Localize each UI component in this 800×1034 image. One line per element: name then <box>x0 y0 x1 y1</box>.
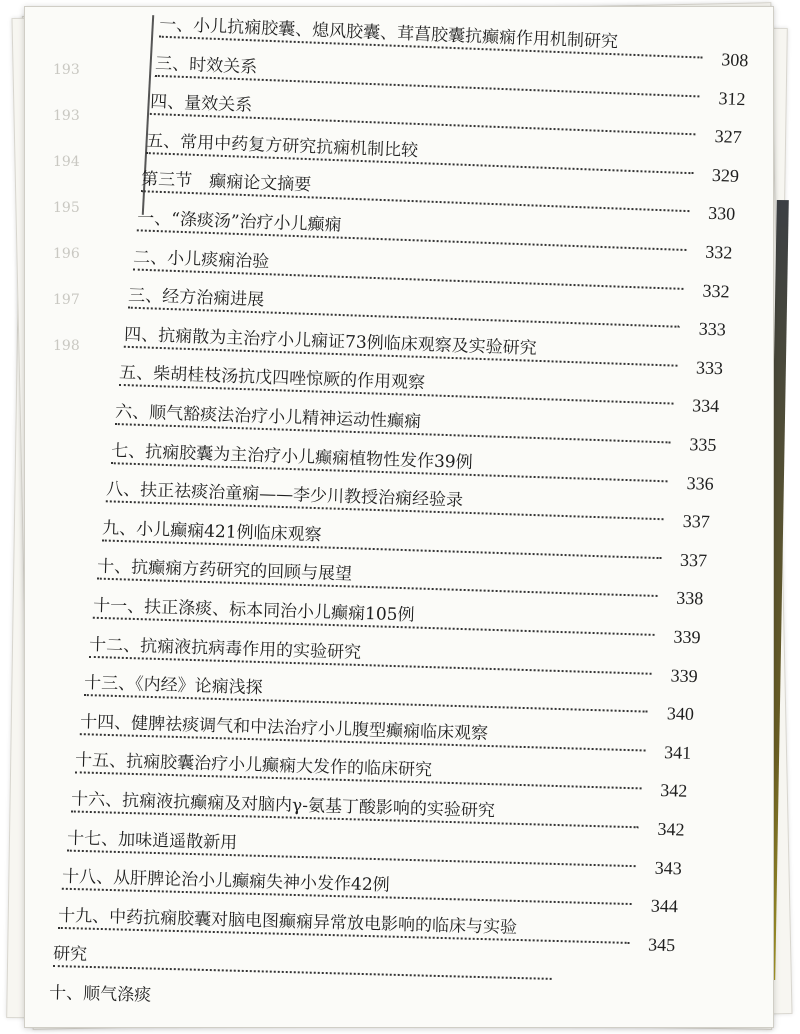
toc-entry-page-number: 342 <box>657 818 685 840</box>
toc-entry-title: 十二、抗痫液抗病毒作用的实验研究 <box>88 634 361 663</box>
faint-number: 196 <box>53 246 80 262</box>
table-of-contents <box>25 7 773 1027</box>
toc-entry <box>49 978 670 1026</box>
toc-entry-page-number: 336 <box>685 472 714 494</box>
toc-entry-title: 第三节 癫痫论文摘要 <box>141 169 312 196</box>
faint-number: 193 <box>53 108 80 124</box>
toc-entry-title: 一、“涤痰汤”治疗小儿癫痫 <box>136 208 342 236</box>
toc-entry-title: 七、抗痫胶囊为主治疗小儿癫痫植物性发作39例 <box>110 440 473 473</box>
toc-entry-title: 二、小儿痰痫治验 <box>132 247 270 272</box>
toc-entry-title: 五、柴胡桂枝汤抗戊四唑惊厥的作用观察 <box>119 363 426 394</box>
toc-entry-title: 十一、扶正涤痰、标本同治小儿癫痫105例 <box>92 595 415 626</box>
toc-entry-title: 五、常用中药复方研究抗痫机制比较 <box>145 130 419 161</box>
toc-entry-title: 十、顺气涤痰 <box>48 983 152 1006</box>
toc-page <box>24 6 774 1028</box>
toc-entry-page-number: 327 <box>714 126 743 148</box>
toc-entry-title: 十四、健脾祛痰调气和中法治疗小儿腹型癫痫临床观察 <box>79 711 489 744</box>
toc-entry-page-number: 329 <box>711 164 740 186</box>
toc-entry-title: 十八、从肝脾论治小儿癫痫失神小发作42例 <box>62 866 391 896</box>
toc-entry-title: 十七、加味逍遥散新用 <box>66 828 237 853</box>
toc-entry-title: 十六、抗痫液抗癫痫及对脑内γ-氨基丁酸影响的实验研究 <box>70 789 496 822</box>
toc-entry-page-number: 338 <box>676 587 704 609</box>
toc-entry-page-number: 345 <box>647 934 676 955</box>
faint-number: 193 <box>53 62 80 78</box>
toc-entry-title: 八、扶正祛痰治童痫——李少川教授治痫经验录 <box>106 479 464 511</box>
toc-entry-page-number: 337 <box>679 549 708 571</box>
toc-entry-page-number: 334 <box>692 395 720 417</box>
toc-entry-page-number: 335 <box>689 434 717 455</box>
toc-entry-title: 十五、抗痫胶囊治疗小儿癫痫大发作的临床研究 <box>75 750 433 781</box>
toc-entry-page-number: 344 <box>650 895 679 917</box>
toc-entry-title: 四、量效关系 <box>150 92 253 116</box>
faint-number: 198 <box>53 338 80 354</box>
toc-entry-page-number: 333 <box>695 357 724 379</box>
toc-entry-page-number: 332 <box>701 280 730 302</box>
toc-entry-page-number: 333 <box>698 318 727 340</box>
toc-entry-title: 六、顺气豁痰法治疗小儿精神运动性癫痫 <box>114 402 422 433</box>
toc-entry-title: 九、小儿癫痫421例临床观察 <box>101 518 322 546</box>
toc-entry-page-number: 308 <box>720 49 749 71</box>
toc-entry-page-number: 339 <box>673 626 701 648</box>
toc-entry-title: 三、经方治痫进展 <box>128 285 265 311</box>
toc-entry-page-number: 340 <box>666 703 695 725</box>
toc-entry-title: 十、抗癫痫方药研究的回顾与展望 <box>97 556 353 585</box>
toc-entry-page-number: 339 <box>669 664 698 686</box>
faint-number: 197 <box>53 292 80 308</box>
toc-entry-page-number: 312 <box>717 87 746 109</box>
faint-number: 195 <box>53 200 80 216</box>
toc-entry-title: 三、时效关系 <box>154 53 258 78</box>
toc-entry-title: 十九、中药抗痫胶囊对脑电图癫痫异常放电影响的临床与实验 <box>57 905 518 938</box>
toc-entry-title: 研究 <box>53 944 88 966</box>
toc-entry-page-number: 332 <box>705 241 733 263</box>
toc-entry-page-number: 337 <box>682 511 711 532</box>
toc-entry-page-number: 343 <box>654 857 682 879</box>
toc-entry-title: 四、抗痫散为主治疗小儿痫证73例临床观察及实验研究 <box>123 324 537 359</box>
toc-entry-page-number: 342 <box>660 780 689 802</box>
dot-leader <box>53 965 552 980</box>
toc-entry-page-number: 341 <box>663 741 692 763</box>
faint-number: 194 <box>53 154 80 170</box>
toc-entry-title: 十三、《内经》论痫浅探 <box>84 673 264 699</box>
toc-entry-title: 一、小儿抗痫胶囊、熄风胶囊、茸菖胶囊抗癫痫作用机制研究 <box>158 14 619 53</box>
toc-entry-page-number: 330 <box>708 203 736 225</box>
